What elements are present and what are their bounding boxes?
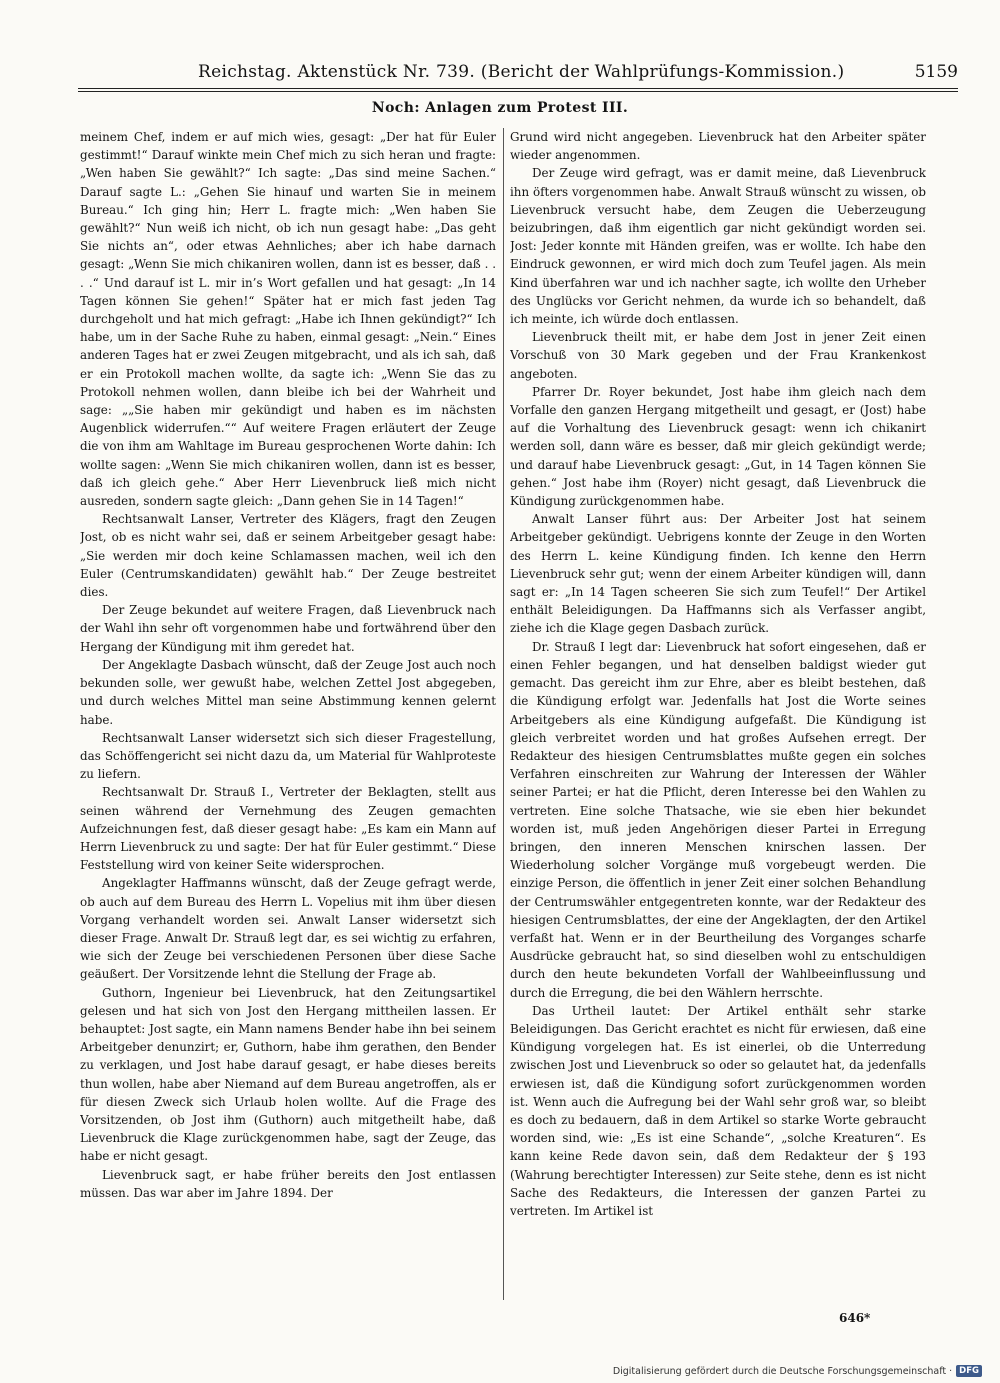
paragraph: Guthorn, Ingenieur bei Lievenbruck, hat den Zeitungsartikel gelesen und hat sich von Jost den Hergang mittheilen lassen. Er behauptet: Jost sagte, ein Mann namens Bender habe ihn bei seinem Arbeitgeber denunzirt; er, Guthorn, habe ihm gerathen, den Bender zu verklagen, und Jost habe darauf gesagt, er habe dieses bereits thun wollen, habe aber Niemand auf dem Bureau angetroffen, als er für diesen Zweck sich Urlaub holen wollte. Auf die Frage des Vorsitzenden, ob Jost ihm (Guthorn) auch mitgetheilt habe, daß Lievenbruck die Klage zurückgenommen habe, sagt der Zeuge, das habe er nicht gesagt. — [80, 985, 496, 1164]
footer-credit — [613, 1364, 982, 1378]
sheet-signature: 646* — [839, 1311, 871, 1325]
paragraph: Lievenbruck sagt, er habe früher bereits den Jost entlassen müssen. Das war aber im Jahre 1894. Der — [80, 1167, 496, 1200]
header-title: Reichstag. Aktenstück Nr. 739. (Bericht der Wahlprüfungs-Kommission.) — [198, 62, 845, 82]
right-column — [510, 128, 926, 1328]
header-rule-top — [78, 88, 958, 89]
paragraph: Pfarrer Dr. Royer bekundet, Jost habe ihm gleich nach dem Vorfalle den ganzen Hergang mitgetheilt und gesagt, er (Jost) habe auf die Vorhaltung des Lievenbruck gesagt: wenn ich chikanirt werden soll, dann wäre es besser, daß mir gleich gekündigt werde; und darauf habe Lievenbruck gesagt: „Gut, in 14 Tagen können Sie gehen.“ Jost habe ihm (Royer) nicht gesagt, daß Lievenbruck die Kündigung zurückgenommen habe. — [510, 384, 926, 509]
paragraph: Lievenbruck theilt mit, er habe dem Jost in jener Zeit einen Vorschuß von 30 Mark gegeben und der Frau Krankenkost angeboten. — [510, 330, 926, 381]
section-subtitle: Noch: Anlagen zum Protest III. — [371, 100, 629, 116]
page-number: 5159 — [914, 62, 958, 82]
paragraph: Der Zeuge bekundet auf weitere Fragen, daß Lievenbruck nach der Wahl ihn sehr oft vorgenommen habe und fortwährend über den Hergang der Kündigung mit ihm geredet hat. — [80, 603, 496, 654]
page-header — [78, 62, 958, 86]
left-column — [80, 128, 496, 1328]
column-divider — [503, 128, 504, 1300]
footer-text: Digitalisierung gefördert durch die Deutsche Forschungsgemeinschaft · — [612, 1365, 953, 1377]
dfg-logo: DFG — [956, 1365, 982, 1377]
paragraph: Angeklagter Haffmanns wünscht, daß der Zeuge gefragt werde, ob auch auf dem Bureau des Herrn L. Vopelius mit ihm über diesen Vorgang verhandelt worden sei. Anwalt Lanser widersetzt sich dieser Frage. Anwalt Dr. Strauß legt dar, es sei wichtig zu erfahren, wie sich der Zeuge bei verschiedenen Personen über diese Sache geäußert. Der Vorsitzende lehnt die Stellung der Frage ab. — [80, 876, 496, 982]
paragraph: meinem Chef, indem er auf mich wies, gesagt: „Der hat für Euler gestimmt!“ Darauf winkte mein Chef mich zu sich heran und fragte: „Wen haben Sie gewählt?“ Ich sagte: „Das sind meine Sachen.“ Darauf sagte L.: „Gehen Sie hinauf und warten Sie in meinem Bureau.“ Ich ging hin; Herr L. fragte mich: „Wen haben Sie gewählt?“ Nun weiß ich nicht, ob ich nun gesagt habe: „Das geht Sie nichts an“, oder etwas Aehnliches; aber ich habe darnach gesagt: „Wenn Sie mich chikaniren wollen, dann ist es besser, daß . . . .“ Und darauf ist L. mir in’s Wort gefallen und hat gesagt: „In 14 Tagen können Sie gehen!“ Später hat er mich fast jeden Tag durchgeholt und hat mich gefragt: „Habe ich Ihnen gekündigt?“ Ich habe, um in der Sache Ruhe zu haben, einmal gesagt: „Nein.“ Eines anderen Tages hat er zwei Zeugen mitgebracht, und als ich sah, daß er ein Protokoll machen wollte, da sagte ich: „Wenn Sie das zu Protokoll nehmen wollen, dann bleibe ich bei der Wahrheit und sage: „„Sie haben mir gekündigt und haben es im nächsten Augenblick widerrufen.““ Auf weitere Fragen erläutert der Zeuge die von ihm am Wahltage im Bureau gesprochenen Worte dahin: Ich wollte sagen: „Wenn Sie mich chikaniren wollen, dann ist es besser, daß ich gleich gehe.“ Aber Herr Lievenbruck ließ mich nicht ausreden, sondern sagte gleich: „Dann gehen Sie in 14 Tagen!“ — [80, 130, 496, 509]
paragraph: Das Urtheil lautet: Der Artikel enthält sehr starke Beleidigungen. Das Gericht erachtet es nicht für erwiesen, daß eine Kündigung vorgelegen hat. Es ist einerlei, ob die Unterredung zwischen Jost und Lievenbruck so oder so gelautet hat, da jedenfalls erwiesen ist, daß die Kündigung sofort zurückgenommen worden ist. Wenn auch die Aufregung bei der Wahl sehr groß war, so bleibt es doch zu bedauern, daß in dem Artikel so starke Worte gebraucht worden sind, wie: „Es ist eine Schande“, „solche Kreaturen“. Es kann keine Rede davon sein, daß dem Redakteur der § 193 (Wahrung berechtigter Interessen) zur Seite stehe, denn es ist nicht Sache des Redakteurs, die Interessen der ganzen Partei zu vertreten. Im Artikel ist — [510, 1003, 926, 1218]
paragraph: Anwalt Lanser führt aus: Der Arbeiter Jost hat seinem Arbeitgeber gekündigt. Uebrigens konnte der Zeuge in den Worten des Herrn L. keine Kündigung finden. Ich kenne den Herrn Lievenbruck sehr gut; wenn der einem Arbeiter kündigen will, dann sagt er: „In 14 Tagen scheeren Sie sich zum Teufel!“ Der Artikel enthält Beleidigungen. Da Haffmanns sich als Verfasser angibt, ziehe ich die Klage gegen Dasbach zurück. — [510, 512, 926, 636]
paragraph: Rechtsanwalt Lanser, Vertreter des Klägers, fragt den Zeugen Jost, ob es nicht wahr sei, daß er seinem Arbeitgeber gesagt habe: „Sie werden mir doch keine Schlamassen machen, weil ich den Euler (Centrumskandidaten) gewählt hab.“ Der Zeuge bestreitet dies. — [80, 512, 496, 600]
paragraph: Grund wird nicht angegeben. Lievenbruck hat den Arbeiter später wieder angenommen. — [510, 130, 926, 163]
paragraph: Rechtsanwalt Dr. Strauß I., Vertreter der Beklagten, stellt aus seinen während der Vernehmung des Zeugen gemachten Aufzeichnungen fest, daß dieser gesagt habe: „Es kam ein Mann auf Herrn Lievenbruck zu und sagte: Der hat für Euler gestimmt.“ Diese Feststellung wird von keiner Seite widersprochen. — [80, 785, 496, 873]
paragraph: Der Angeklagte Dasbach wünscht, daß der Zeuge Jost auch noch bekunden solle, wer gewußt habe, welchen Zettel Jost abgegeben, und durch welches Mittel man seine Abstimmung kennen gelernt habe. — [80, 657, 496, 727]
paragraph: Rechtsanwalt Lanser widersetzt sich sich dieser Fragestellung, das Schöffengericht sei nicht dazu da, um Material für Wahlproteste zu liefern. — [80, 730, 496, 782]
header-rule-bottom — [78, 91, 958, 92]
paragraph: Dr. Strauß I legt dar: Lievenbruck hat sofort eingesehen, daß er einen Fehler begangen, und hat denselben baldigst wieder gut gemacht. Das gereicht ihm zur Ehre, aber es bleibt bestehen, daß die Kündigung erfolgt war. Jedenfalls hat Jost die Worte seines Arbeitgebers als eine Kündigung aufgefaßt. Die Kündigung ist gleich verbreitet worden und hat großes Aufsehen erregt. Der Redakteur des hiesigen Centrumsblattes mußte gegen ein solches Verfahren einschreiten zur Wahrung der Interessen der Wähler seiner Partei; er hat die Pflicht, deren Interesse bei den Wahlen zu vertreten. Eine solche Thatsache, wie sie eben hier bekundet worden ist, muß jeden Angehörigen dieser Partei in Erregung bringen, den inneren Menschen knirschen lassen. Der Wiederholung solcher Vorgänge muß vorgebeugt werden. Die einzige Person, die öffentlich in jener Zeit einer solchen Behandlung der Centrumswähler entgegentreten konnte, war der Redakteur des hiesigen Centrumsblattes, der eine der Angeklagten, der den Artikel verfaßt hat. Wenn er in der Beurtheilung des Vorganges scharfe Ausdrücke gebraucht hat, so sind dieselben wohl zu entschuldigen durch den heute bekundeten Vorfall der Wahlbeeinflussung und durch die Erregung, die bei den Wählern herrschte. — [510, 639, 926, 1000]
paragraph: Der Zeuge wird gefragt, was er damit meine, daß Lievenbruck ihn öfters vorgenommen habe. Anwalt Strauß wünscht zu wissen, ob Lievenbruck versucht habe, dem Zeugen die Ueberzeugung beizubringen, daß ihm eigentlich gar nicht gekündigt worden sei. Jost: Jeder konnte mit Händen greifen, was er wollte. Ich habe den Eindruck gewonnen, er wird mich doch zum Teufel jagen. Als mein Kind überfahren war und ich nachher sagte, ich wollte den Urheber des Unglücks vor Gericht nehmen, da wurde ich so behandelt, daß ich meinte, ich würde doch entlassen. — [510, 166, 926, 327]
